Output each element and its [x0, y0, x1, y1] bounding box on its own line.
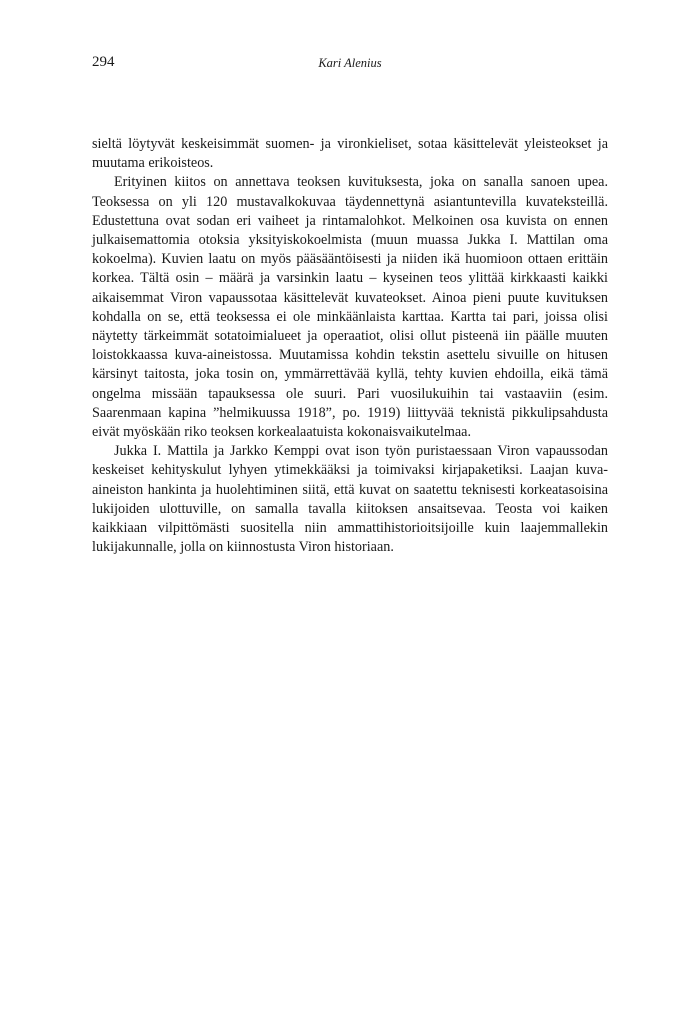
page-number: 294: [92, 54, 115, 70]
page-header: [92, 54, 608, 74]
paragraph-2: Erityinen kiitos on annettava teoksen kuvituksesta, joka on sanalla sanoen upea. Teoksessa on yli 120 mustavalkokuvaa täydennettynä asiantuntevilla kuvateksteillä. Edustettuna ovat sodan eri vaiheet ja rintamalohkot. Melkoinen osa kuvista on ennen julkaisemattomia otoksia yksityiskokoelmista (muun muassa Jukka I. Mattilan oma kokoelma). Kuvien laatu on myös pääsääntöisesti ja niiden ikä huomioon ottaen erittäin korkea. Tältä osin – määrä ja varsinkin laatu – kyseinen teos ylittää kirkkaasti kaikki aikaisemmat Viron vapaussotaa käsittelevät kuvateokset. Ainoa pieni puute kuvituksen kohdalla on se, että teoksessa ei ole minkäänlaista karttaa. Kartta tai pari, joissa olisi näytetty tärkeimmät sotatoimialueet ja operaatiot, olisi ollut pisteenä iin päälle muuten loistokkaassa kuva-aineistossa. Muutamissa kohdin tekstin asettelu sivuille on hitusen kärsinyt taitosta, joka tosin on, ymmärrettävää kyllä, tehty kuvien ehdoilla, eikä tämä ongelma missään tapauksessa ole suuri. Pari vuosilukuihin tai vastaaviin (esim. Saarenmaan kapina ”helmikuussa 1918”, po. 1919) liittyvää teknistä pikkulipsahdusta eivät myöskään riko teoksen korkealaatuista kokonaisvaikutelmaa.: [92, 174, 608, 441]
body-text: [92, 135, 608, 557]
paragraph-1: sieltä löytyvät keskeisimmät suomen- ja vironkieliset, sotaa käsittelevät yleisteokset ja muutama erikoisteos.: [92, 136, 608, 172]
running-head: Kari Alenius: [318, 56, 382, 70]
paragraph-3: Jukka I. Mattila ja Jarkko Kemppi ovat ison työn puristaessaan Viron vapaussodan keskeiset kehityskulut lyhyen ytimekkääksi ja toimivaksi kirjapaketiksi. Laajan kuva-aineiston hankinta ja huolehtiminen siitä, että kuvat on saatettu teknisesti korkeatasoisina lukijoiden ulottuville, on samalla tavalla kiitoksen ansaitsevaa. Teosta voi kaiken kaikkiaan vilpittömästi suositella niin ammattihistorioitsijoille kuin laajemmallekin lukijakunnalle, jolla on kiinnostusta Viron historiaan.: [92, 443, 608, 556]
